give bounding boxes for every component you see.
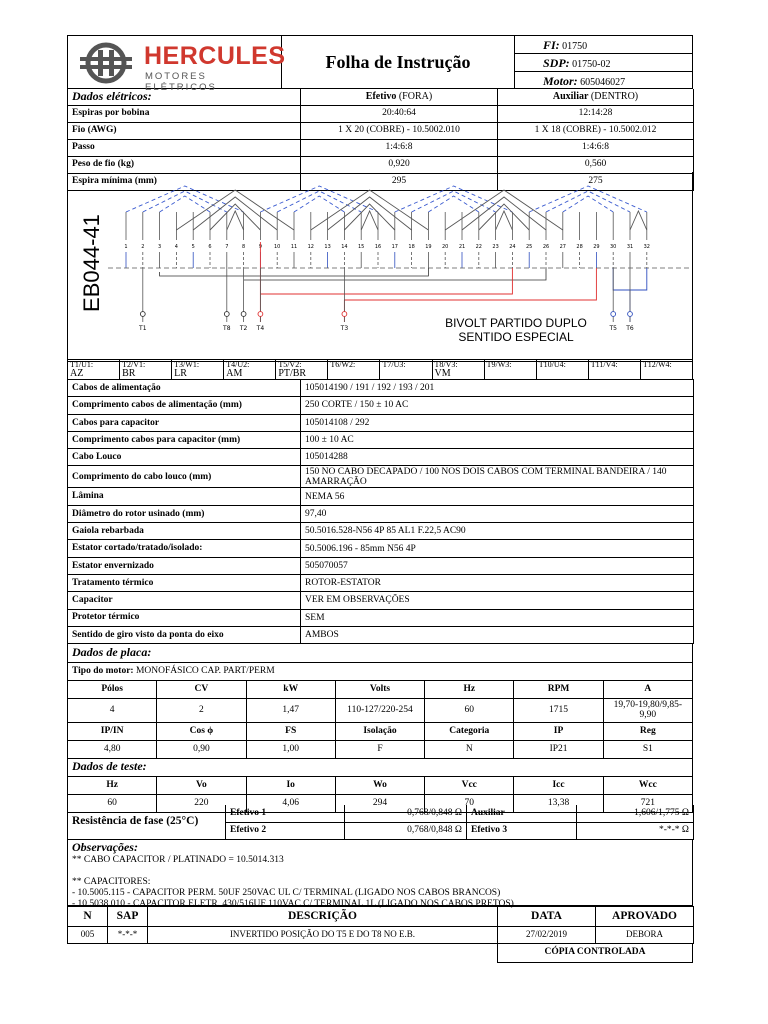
- electrical-row-label: Peso de fio (kg): [68, 156, 301, 173]
- page-title: Folha de Instrução: [282, 35, 515, 89]
- slot-number: 16: [374, 244, 382, 250]
- plate-data-title: Dados de placa:: [68, 644, 693, 662]
- slot-number: 20: [442, 244, 449, 250]
- terminal-tap: [140, 312, 145, 317]
- spec-value: 105014190 / 191 / 192 / 193 / 201: [301, 380, 694, 397]
- spec-value: AMBOS: [301, 626, 694, 643]
- terminal-cell: [484, 360, 536, 380]
- red-connection: [260, 268, 512, 294]
- revision-header: N: [68, 907, 108, 927]
- revision-table: [67, 906, 694, 944]
- terminal-label: T5/V2:: [278, 360, 302, 369]
- plate-header: FS: [246, 722, 335, 740]
- spec-value: 150 NO CABO DECAPADO / 100 NOS DOIS CABOS COM TERMINAL BANDEIRA / 140 AMARRAÇÃO: [301, 466, 694, 488]
- terminal-label: T11/V4:: [590, 360, 618, 369]
- plate-header: A: [603, 680, 692, 698]
- plate-header: kW: [246, 680, 335, 698]
- specs-table: [67, 379, 694, 644]
- fi-row: [515, 36, 692, 54]
- spec-row: [68, 397, 694, 414]
- plate-value: 1,00: [246, 740, 335, 758]
- sdp-label: SDP:: [543, 56, 570, 70]
- plate-header: Volts: [335, 680, 424, 698]
- electrical-row-auxiliar: 12:14:28: [498, 105, 694, 122]
- revision-header: SAP: [108, 907, 148, 927]
- terminal-tap: [241, 312, 246, 317]
- electrical-row: [68, 139, 694, 156]
- spec-value: SEM: [301, 609, 694, 626]
- spec-label: Comprimento cabos para capacitor (mm): [68, 431, 301, 448]
- slot-number: 14: [341, 244, 348, 250]
- terminal-cell: [68, 360, 120, 380]
- terminal-cell: [276, 360, 328, 380]
- slot-number: 15: [358, 244, 365, 250]
- spec-label: Diâmetro do rotor usinado (mm): [68, 505, 301, 522]
- spec-value: 105014108 / 292: [301, 414, 694, 431]
- slot-number: 18: [408, 244, 415, 250]
- spec-label: Protetor térmico: [68, 609, 301, 626]
- auxiliar-header: Auxiliar (DENTRO): [498, 89, 694, 105]
- sdp-value: 01750-02: [572, 59, 611, 70]
- plate-header: RPM: [514, 680, 603, 698]
- terminal-tap: [628, 312, 633, 317]
- terminal-cell: [120, 360, 172, 380]
- motor-value: 605046027: [580, 77, 626, 88]
- spec-label: Comprimento do cabo louco (mm): [68, 466, 301, 488]
- slot-number: 3: [158, 244, 162, 250]
- electrical-row-label: Passo: [68, 139, 301, 156]
- slot-number: 21: [458, 244, 466, 250]
- electrical-row-auxiliar: 275: [498, 173, 694, 190]
- auxiliary-coil: [546, 191, 630, 212]
- terminal-tap: [224, 312, 229, 317]
- spec-row: [68, 414, 694, 431]
- slot-number: 23: [492, 244, 499, 250]
- terminal-cell: [432, 360, 484, 380]
- spec-row: [68, 592, 694, 609]
- plate-header: Cos ϕ: [157, 722, 246, 740]
- spec-value: ROTOR-ESTATOR: [301, 574, 694, 591]
- electrical-row-auxiliar: 1 X 18 (COBRE) - 10.5002.012: [498, 122, 694, 139]
- diagram-caption-line1: BIVOLT PARTIDO DUPLO: [445, 316, 587, 330]
- terminal-label: T4/U2:: [226, 360, 250, 369]
- test-header: Vcc: [425, 776, 514, 794]
- terminal-color: VM: [434, 368, 451, 379]
- test-value: 4,06: [246, 794, 335, 812]
- test-value: 220: [157, 794, 246, 812]
- terminal-tag: T6: [626, 325, 634, 332]
- plate-value: 60: [425, 698, 514, 722]
- electrical-row-efetivo: 295: [301, 173, 498, 190]
- terminal-label: T3/W1:: [174, 360, 200, 369]
- spec-row: [68, 540, 694, 557]
- electrical-row-efetivo: 1 X 20 (COBRE) - 10.5002.010: [301, 122, 498, 139]
- spec-row: [68, 505, 694, 522]
- auxiliary-coil: [529, 186, 647, 212]
- efetivo-header: Efetivo (FORA): [301, 89, 498, 105]
- terminal-table: [67, 359, 693, 380]
- auxiliary-coil: [160, 196, 210, 212]
- controlled-copy: CÓPIA CONTROLADA: [497, 943, 693, 963]
- plate-value: 0,90: [157, 740, 246, 758]
- test-header: Hz: [68, 776, 157, 794]
- plate-value: N: [425, 740, 514, 758]
- slot-number: 31: [626, 244, 634, 250]
- test-value: 70: [425, 794, 514, 812]
- test-value: 721: [603, 794, 692, 812]
- auxiliary-coil: [395, 186, 513, 212]
- terminal-color: BR: [122, 368, 136, 379]
- spec-row: [68, 488, 694, 505]
- slot-number: 25: [526, 244, 533, 250]
- motor-type-row: Tipo do motor: MONOFÁSICO CAP. PART/PERM: [68, 662, 693, 680]
- main-coil: [630, 211, 647, 230]
- motor-label: Motor:: [543, 74, 578, 88]
- document-meta: [515, 35, 693, 89]
- terminal-cell: [640, 360, 692, 380]
- phase-resistance-table: [67, 805, 694, 840]
- spec-label: Estator envernizado: [68, 557, 301, 574]
- resistance-title: Resistência de fase (25°C): [68, 805, 226, 839]
- connection-line: [160, 268, 429, 276]
- spec-row: [68, 574, 694, 591]
- observation-line: ** CABO CAPACITOR / PLATINADO = 10.5014.313: [72, 855, 284, 865]
- electrical-row-auxiliar: 1:4:6:8: [498, 139, 694, 156]
- test-value: 294: [335, 794, 424, 812]
- plate-value: IP21: [514, 740, 603, 758]
- red-connection: [344, 268, 596, 300]
- spec-row: [68, 609, 694, 626]
- diagram-code-box: [72, 212, 110, 322]
- terminal-label: T1/U1:: [70, 360, 94, 369]
- plate-header: Pólos: [68, 680, 157, 698]
- electrical-data-title: Dados elétricos:: [68, 89, 301, 105]
- auxiliary-coil: [412, 191, 496, 212]
- observation-line: - 10.5038.010 - CAPACITOR ELETR. 430/516UF 110VAC C/ TERMINAL 1L (LIGADO NOS CABOS PRETOS): [72, 899, 514, 909]
- slot-number: 12: [307, 244, 314, 250]
- electrical-row: [68, 122, 694, 139]
- slot-number: 24: [509, 244, 516, 250]
- observation-line: ** CAPACITORES:: [72, 877, 151, 887]
- spec-label: Lâmina: [68, 488, 301, 505]
- spec-value: 97,40: [301, 505, 694, 522]
- terminal-tag: T4: [256, 325, 265, 332]
- slot-number: 29: [593, 244, 600, 250]
- electrical-row-label: Espira mínima (mm): [68, 173, 301, 190]
- auxiliary-coil: [126, 186, 244, 212]
- slot-number: 32: [643, 244, 650, 250]
- spec-value: 50.5006.196 - 85mm N56 4P: [301, 540, 694, 557]
- revision-n: 005: [68, 927, 108, 944]
- plate-header: Reg: [603, 722, 692, 740]
- main-coil: [496, 211, 513, 230]
- winding-diagram: [67, 172, 693, 362]
- spec-row: [68, 557, 694, 574]
- terminal-color: PT/BR: [278, 368, 307, 379]
- terminal-cell: [172, 360, 224, 380]
- electrical-row-label: Fio (AWG): [68, 122, 301, 139]
- brand-name: HERCULES: [144, 42, 286, 70]
- auxiliar-label: Auxiliar: [467, 805, 577, 822]
- slot-number: 27: [559, 244, 566, 250]
- test-data-title: Dados de teste:: [68, 758, 693, 776]
- slot-number: 2: [141, 244, 145, 250]
- diagram-code: EB044-41: [79, 214, 104, 312]
- terminal-cell: [224, 360, 276, 380]
- spec-label: Cabos de alimentação: [68, 380, 301, 397]
- terminal-tag: T5: [609, 325, 617, 332]
- electrical-row: [68, 156, 694, 173]
- terminal-tag: T2: [239, 325, 248, 332]
- test-value: 13,38: [514, 794, 603, 812]
- electrical-row-efetivo: 20:40:64: [301, 105, 498, 122]
- slot-number: 17: [391, 244, 398, 250]
- slot-number: 26: [542, 244, 550, 250]
- slot-number: 28: [576, 244, 583, 250]
- terminal-tag: T8: [223, 325, 231, 332]
- main-coil: [227, 211, 244, 230]
- fi-value: 01750: [562, 41, 588, 52]
- plate-value: F: [335, 740, 424, 758]
- spec-label: Capacitor: [68, 592, 301, 609]
- motor-row: [515, 72, 692, 90]
- spec-value: NEMA 56: [301, 488, 694, 505]
- revision-data: 27/02/2019: [498, 927, 596, 944]
- spec-label: Estator cortado/tratado/isolado:: [68, 540, 301, 557]
- plate-value: 19,70-19,80/9,85-9,90: [603, 698, 692, 722]
- efetivo1-label: Efetivo 1: [226, 805, 345, 822]
- terminal-tap: [342, 312, 347, 317]
- terminal-cell: [328, 360, 380, 380]
- terminal-label: T8/V3:: [434, 360, 458, 369]
- spec-row: [68, 466, 694, 488]
- revision-header: DATA: [498, 907, 596, 927]
- plate-value: 1715: [514, 698, 603, 722]
- terminal-cell: [536, 360, 588, 380]
- observations-text: [72, 855, 688, 910]
- spec-label: Gaiola rebarbada: [68, 523, 301, 540]
- spec-value: VER EM OBSERVAÇÕES: [301, 592, 694, 609]
- slot-number: 7: [225, 244, 229, 250]
- spec-row: [68, 380, 694, 397]
- connection-line: [244, 268, 546, 280]
- spec-value: 505070057: [301, 557, 694, 574]
- slot-number: 13: [324, 244, 331, 250]
- fi-label: FI:: [543, 38, 560, 52]
- terminal-color: LR: [174, 368, 187, 379]
- observations-box: [67, 840, 693, 909]
- instruction-sheet: [67, 35, 693, 965]
- plate-value: 4,80: [68, 740, 157, 758]
- terminal-cell: [588, 360, 640, 380]
- efetivo1-value: 0,768/0,848 Ω: [345, 805, 467, 822]
- spec-label: Cabos para capacitor: [68, 414, 301, 431]
- terminal-label: T2/V1:: [122, 360, 146, 369]
- spec-row: [68, 626, 694, 643]
- test-header: Icc: [514, 776, 603, 794]
- auxiliary-coil: [277, 191, 361, 212]
- plate-header: CV: [157, 680, 246, 698]
- plate-data-table: [67, 644, 693, 759]
- spec-label: Comprimento cabos de alimentação (mm): [68, 397, 301, 414]
- slot-number: 4: [174, 244, 178, 250]
- revision-descricao: INVERTIDO POSIÇÃO DO T5 E DO T8 NO E.B.: [148, 927, 498, 944]
- electrical-row-auxiliar: 0,560: [498, 156, 694, 173]
- terminal-tag: T3: [340, 325, 349, 332]
- slot-number: 30: [610, 244, 617, 250]
- slot-number: 6: [208, 244, 212, 250]
- hercules-logo-icon: [78, 40, 142, 86]
- slot-number: 8: [242, 244, 246, 250]
- slot-number: 11: [290, 244, 298, 250]
- test-header: Io: [246, 776, 335, 794]
- plate-value: 2: [157, 698, 246, 722]
- slot-number: 9: [258, 244, 262, 250]
- main-coil: [361, 211, 378, 230]
- spec-value: 50.5016.528-N56 4P 85 AL1 F.22,5 AC90: [301, 523, 694, 540]
- sdp-row: [515, 54, 692, 72]
- slot-number: 22: [475, 244, 482, 250]
- efetivo2-value: 0,768/0,848 Ω: [345, 822, 467, 839]
- plate-value: 4: [68, 698, 157, 722]
- logo-area: [67, 35, 286, 93]
- auxiliar-value: 1,606/1,775 Ω: [577, 805, 694, 822]
- terminal-tap: [258, 312, 263, 317]
- diagram-caption-line2: SENTIDO ESPECIAL: [458, 330, 574, 344]
- plate-header: IP: [514, 722, 603, 740]
- spec-value: 105014288: [301, 449, 694, 466]
- terminal-label: T7/U3:: [382, 360, 406, 369]
- auxiliary-coil: [428, 196, 478, 212]
- spec-value: 250 CORTE / 150 ± 10 AC: [301, 397, 694, 414]
- test-header: Vo: [157, 776, 246, 794]
- electrical-row-efetivo: 1:4:6:8: [301, 139, 498, 156]
- spec-row: [68, 431, 694, 448]
- test-header: Wo: [335, 776, 424, 794]
- electrical-row: [68, 105, 694, 122]
- terminal-tag: T1: [139, 325, 147, 332]
- observations-title: Observações:: [72, 840, 138, 854]
- test-header: Wcc: [603, 776, 692, 794]
- diagram-caption: [406, 316, 626, 344]
- plate-header: Categoria: [425, 722, 514, 740]
- revision-header: APROVADO: [596, 907, 694, 927]
- revision-header: DESCRIÇÃO: [148, 907, 498, 927]
- observation-line: - 10.5005.115 - CAPACITOR PERM. 50UF 250VAC UL C/ TERMINAL (LIGADO NOS CABOS BRANCOS): [72, 888, 501, 898]
- spec-label: Cabo Louco: [68, 449, 301, 466]
- auxiliary-coil: [143, 191, 227, 212]
- observation-line: [72, 866, 688, 877]
- slot-number: 5: [191, 244, 195, 250]
- test-value: 60: [68, 794, 157, 812]
- terminal-label: T9/W3:: [486, 360, 512, 369]
- spec-row: [68, 449, 694, 466]
- spec-label: Tratamento térmico: [68, 574, 301, 591]
- slot-number: 19: [425, 244, 432, 250]
- auxiliary-coil: [294, 196, 344, 212]
- plate-value: 1,47: [246, 698, 335, 722]
- brand-subtitle: MOTORES ELÉTRICOS: [145, 71, 217, 93]
- auxiliary-coil: [563, 196, 613, 212]
- auxiliary-coil: [260, 186, 378, 212]
- efetivo3-label: Efetivo 3: [467, 822, 577, 839]
- spec-value: 100 ± 10 AC: [301, 431, 694, 448]
- revision-aprovado: DEBORA: [596, 927, 694, 944]
- plate-value: 110-127/220-254: [335, 698, 424, 722]
- efetivo3-value: *-*-* Ω: [577, 822, 694, 839]
- spec-row: [68, 523, 694, 540]
- electrical-row-label: Espiras por bobina: [68, 105, 301, 122]
- electrical-row-efetivo: 0,920: [301, 156, 498, 173]
- terminal-color: AM: [226, 368, 243, 379]
- plate-header: Isolação: [335, 722, 424, 740]
- terminal-label: T12/W4:: [642, 360, 672, 369]
- revision-row: [68, 927, 694, 944]
- plate-value: S1: [603, 740, 692, 758]
- slot-number: 1: [124, 244, 128, 250]
- efetivo2-label: Efetivo 2: [226, 822, 345, 839]
- plate-header: Hz: [425, 680, 514, 698]
- terminal-color: AZ: [70, 368, 84, 379]
- slot-number: 10: [274, 244, 281, 250]
- terminal-label: T6/W2:: [330, 360, 356, 369]
- spec-label: Sentido de giro visto da ponta do eixo: [68, 626, 301, 643]
- terminal-label: T10/U4:: [538, 360, 566, 369]
- plate-header: IP/IN: [68, 722, 157, 740]
- revision-sap: *-*-*: [108, 927, 148, 944]
- terminal-cell: [380, 360, 432, 380]
